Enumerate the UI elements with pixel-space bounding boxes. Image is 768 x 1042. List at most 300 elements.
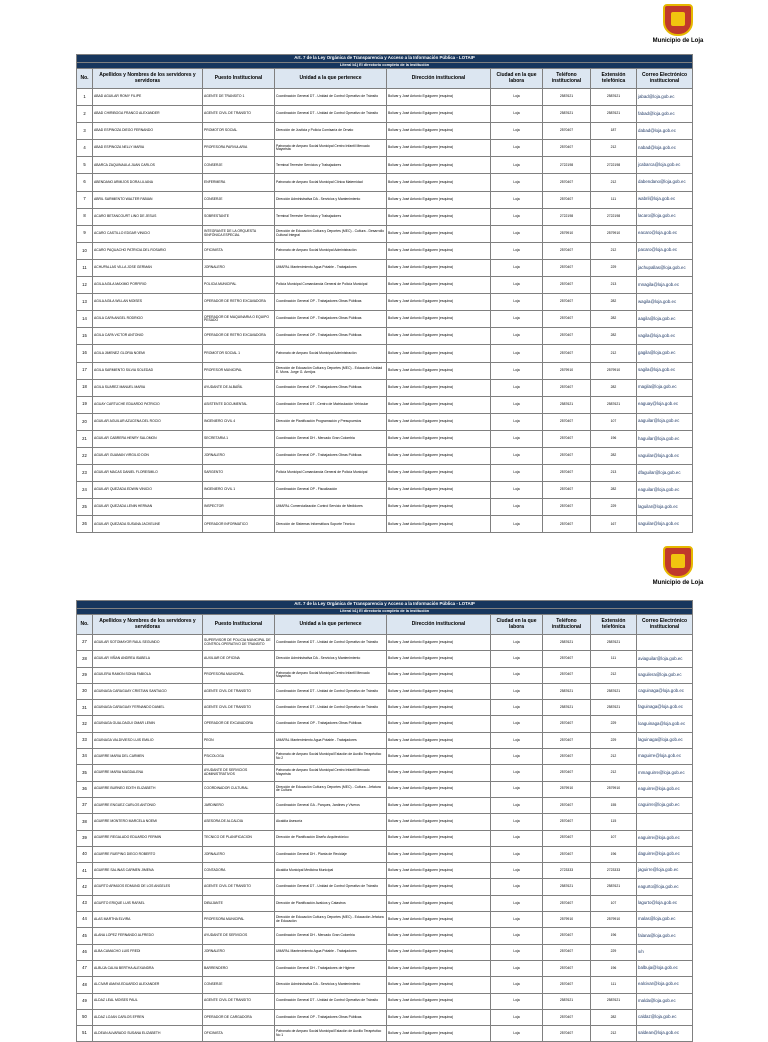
cell-phone: 2570407 (543, 294, 591, 311)
cell-name: ABAD AGUILAR ROMY FILIPE (93, 89, 203, 106)
title-line1-2: Art. 7 de la Ley Orgánica de Transparencia y Acceso a la Información Pública - LOTAIP (77, 601, 693, 609)
cell-address: Bolívar y José Antonio Eguiguren (esquina) (387, 413, 491, 430)
cell-email[interactable]: laguinaga@loja.gob.ec (637, 732, 693, 748)
cell-unit: Coordinación General DT - Unidad de Control Operativo de Tránsito (275, 635, 387, 651)
table-row (77, 379, 693, 396)
table-row (77, 345, 693, 362)
table-row (77, 294, 693, 311)
cell-name: ACARO PAQUACHO PATRICIA DEL ROSARIO (93, 242, 203, 259)
cell-extension: 155 (591, 797, 637, 813)
cell-extension: 282 (591, 379, 637, 396)
cell-email[interactable]: fabad@loja.gob.ec (637, 106, 693, 123)
cell-email[interactable] (637, 635, 693, 651)
cell-unit: Coordinación General DT - Unidad de Control Operativo de Tránsito (275, 683, 387, 699)
column-headers (77, 69, 693, 89)
table-row (77, 1026, 693, 1042)
cell-email[interactable]: gagila@loja.gob.ec (637, 345, 693, 362)
table-row (77, 700, 693, 716)
cell-position: POLICIA MUNICIPAL (203, 277, 275, 294)
cell-no: 35 (77, 765, 93, 781)
cell-email[interactable]: ealcivar@loja.gob.ec (637, 977, 693, 993)
cell-name: AGUILAR GUAMAN VIRGILIO DON (93, 447, 203, 464)
cell-email[interactable]: malda@loja.gob.ec (637, 993, 693, 1009)
cell-email[interactable]: eacaro@loja.gob.ec (637, 225, 693, 242)
cell-email[interactable]: dfaguilar@loja.gob.ec (637, 465, 693, 482)
cell-position: INGENIERO CIVIL 4 (203, 413, 275, 430)
title-line1: Art. 7 de la Ley Orgánica de Transparencia y Acceso a la Información Pública - LOTAIP (77, 55, 693, 63)
cell-no: 32 (77, 716, 93, 732)
col-address: Dirección institucional (387, 615, 491, 635)
table-row (77, 928, 693, 944)
cell-phone: 2570407 (543, 928, 591, 944)
cell-phone: 2570407 (543, 765, 591, 781)
cell-email[interactable]: jcabarca@loja.gob.ec (637, 157, 693, 174)
cell-name: AGURTO ERIQUE LUIS RAFAEL (93, 895, 203, 911)
cell-address: Bolívar y José Antonio Eguiguren (esquina) (387, 846, 491, 862)
coat-of-arms-icon (663, 546, 693, 578)
cell-email[interactable]: aviaguilar@loja.gob.ec (637, 651, 693, 667)
cell-name: AGILA AGILA MAXIMO PORFIRIO (93, 277, 203, 294)
cell-position: ASISTENTE DOCUMENTAL (203, 396, 275, 413)
cell-position: TECNICO DE PLANIFICACION (203, 830, 275, 846)
cell-extension: 111 (591, 191, 637, 208)
cell-name: ABAD CHIRIBOGA FRANCO ALEXANDER (93, 106, 203, 123)
col-city: Ciudad en la que labora (491, 615, 543, 635)
cell-address: Bolívar y José Antonio Eguiguren (esquina) (387, 879, 491, 895)
cell-city: Loja (491, 311, 543, 328)
cell-email[interactable]: dabad@loja.gob.ec (637, 123, 693, 140)
cell-email[interactable]: magila@loja.gob.ec (637, 379, 693, 396)
cell-unit: Dirección de Planificación Avalúos y Catastros (275, 895, 387, 911)
cell-unit: Patronato de Amparo Social Municipal Estación de Auxilio Terapéutico No 1 (275, 1026, 387, 1042)
cell-address: Bolívar y José Antonio Eguiguren (esquina) (387, 328, 491, 345)
cell-name: ABRIL SARMIENTO WALTER FABIAN (93, 191, 203, 208)
cell-address: Bolívar y José Antonio Eguiguren (esquina) (387, 667, 491, 683)
table-row (77, 732, 693, 748)
table-row (77, 516, 693, 533)
cell-city: Loja (491, 447, 543, 464)
cell-phone: 2570407 (543, 277, 591, 294)
cell-extension: 282 (591, 447, 637, 464)
cell-phone: 2587621 (543, 700, 591, 716)
cell-extension: 107 (591, 895, 637, 911)
cell-email[interactable]: eaguirre@loja.gob.ec (637, 830, 693, 846)
cell-address: Bolívar y José Antonio Eguiguren (esquina) (387, 716, 491, 732)
cell-phone: 2570407 (543, 447, 591, 464)
cell-unit: Dirección de Sistemas Informáticos Soporte Técnico (275, 516, 387, 533)
table-row (77, 413, 693, 430)
cell-address: Bolívar y José Antonio Eguiguren (esquina) (387, 89, 491, 106)
cell-extension: 282 (591, 328, 637, 345)
cell-position: CONTADORA (203, 863, 275, 879)
cell-no: 3 (77, 123, 93, 140)
cell-name: ABAD ESPINOZA DIEGO FERNANDO (93, 123, 203, 140)
cell-email[interactable]: jabad@loja.gob.ec (637, 89, 693, 106)
cell-phone: 2587621 (543, 683, 591, 699)
cell-extension: 212 (591, 242, 637, 259)
cell-unit: Coordinación General OP - Trabajadores Obras Públicas (275, 716, 387, 732)
cell-email[interactable]: wabril@loja.gob.ec (637, 191, 693, 208)
cell-email[interactable]: eaguilar@loja.gob.ec (637, 482, 693, 499)
cell-extension: 282 (591, 294, 637, 311)
cell-phone: 2587621 (543, 993, 591, 1009)
cell-no: 50 (77, 1009, 93, 1025)
cell-name: ACHUPALLAS VILLA JOSE GERMAN (93, 259, 203, 276)
cell-extension: 107 (591, 830, 637, 846)
cell-phone: 2570407 (543, 749, 591, 765)
cell-address: Bolívar y José Antonio Eguiguren (esquina) (387, 277, 491, 294)
table-row (77, 447, 693, 464)
directory-table-2 (76, 600, 693, 1042)
cell-address: Bolívar y José Antonio Eguiguren (esquina) (387, 430, 491, 447)
cell-unit: Coordinación General DT - Unidad de Control Operativo de Tránsito (275, 89, 387, 106)
cell-email[interactable]: caguinaga@loja.gob.ec (637, 683, 693, 699)
municipio-caption: Municipio de Loja (652, 38, 704, 44)
cell-email[interactable]: eaguay@loja.gob.ec (637, 396, 693, 413)
cell-no: 19 (77, 396, 93, 413)
table-row (77, 277, 693, 294)
cell-position: ASESORA DE ALCALDIA (203, 814, 275, 830)
cell-position: AYUDANTE DE ALBAÑIL (203, 379, 275, 396)
cell-unit: Coordinación General DH - Planta de Reciclaje (275, 846, 387, 862)
table-row (77, 651, 693, 667)
cell-city: Loja (491, 960, 543, 976)
col-unit: Unidad a la que pertenece (275, 69, 387, 89)
cell-email[interactable]: nabad@loja.gob.ec (637, 140, 693, 157)
cell-email[interactable]: jachupallas@loja.gob.ec (637, 259, 693, 276)
cell-city: Loja (491, 379, 543, 396)
cell-email[interactable]: laguilar@loja.gob.ec (637, 499, 693, 516)
cell-position: DIBUJANTE (203, 895, 275, 911)
cell-address: Bolívar y José Antonio Eguiguren (esquina) (387, 499, 491, 516)
cell-no: 24 (77, 482, 93, 499)
cell-city: Loja (491, 879, 543, 895)
cell-unit: Coordinación General DT - Unidad de Control Operativo de Tránsito (275, 700, 387, 716)
cell-no: 48 (77, 977, 93, 993)
cell-email[interactable]: falana@loja.gob.ec (637, 928, 693, 944)
cell-name: AGUILAR QUEZADA SUSANA JACKELINE (93, 516, 203, 533)
cell-address: Bolívar y José Antonio Eguiguren (esquina) (387, 311, 491, 328)
cell-position: JARDINERO (203, 797, 275, 813)
cell-extension: 229 (591, 499, 637, 516)
cell-city: Loja (491, 830, 543, 846)
cell-position: COORDINADOR CULTURAL (203, 781, 275, 797)
cell-no: 49 (77, 993, 93, 1009)
cell-phone: 2570407 (543, 345, 591, 362)
table-row (77, 396, 693, 413)
cell-address: Bolívar y José Antonio Eguiguren (esquina) (387, 123, 491, 140)
cell-email[interactable]: pacaro@loja.gob.ec (637, 242, 693, 259)
cell-city: Loja (491, 700, 543, 716)
table-row (77, 895, 693, 911)
cell-name: AGILA SARMIENTO SILVIA SOLEDAD (93, 362, 203, 379)
cell-unit: Dirección de Educación Cultura y Deportes (MEC) - Educación Jefatura de Educación (275, 912, 387, 928)
col-city: Ciudad en la que labora (491, 69, 543, 89)
cell-position: OPERADOR INFORMATICO (203, 516, 275, 533)
cell-unit: Alcaldía Municipal Medicina Municipal (275, 863, 387, 879)
cell-phone: 2570407 (543, 830, 591, 846)
cell-email[interactable]: balbuja@loja.gob.ec (637, 960, 693, 976)
cell-extension: 2579910 (591, 225, 637, 242)
cell-address: Bolívar y José Antonio Eguiguren (esquina) (387, 732, 491, 748)
cell-no: 23 (77, 465, 93, 482)
cell-extension: 2723333 (591, 863, 637, 879)
table-row (77, 846, 693, 862)
col-phone: Teléfono institucional (543, 615, 591, 635)
cell-extension: 212 (591, 345, 637, 362)
cell-no: 40 (77, 846, 93, 862)
cell-email[interactable]: jaguirre@loja.gob.ec (637, 863, 693, 879)
cell-unit: Dirección Administrativa DA - Servicios y Mantenimiento (275, 977, 387, 993)
cell-extension: 111 (591, 651, 637, 667)
table-row (77, 944, 693, 960)
cell-name: AGUIRRE SALINAS CARMEN JIMENA (93, 863, 203, 879)
cell-email[interactable]: faguinaga@loja.gob.ec (637, 700, 693, 716)
cell-name: AGUAY CARTUCHE EDUARDO PATRICIO (93, 396, 203, 413)
cell-name: AGURTO ARMIJOS EDMUND DE LOS ANGELES (93, 879, 203, 895)
cell-extension: 212 (591, 667, 637, 683)
cell-position: OFICINISTA (203, 242, 275, 259)
table-row (77, 1009, 693, 1025)
cell-unit: Dirección de Educación Cultura y Deportes (MEC) - Educación Unidad E. Mons. Jorge G. Armijos (275, 362, 387, 379)
cell-no: 8 (77, 208, 93, 225)
cell-address: Bolívar y José Antonio Eguiguren (esquina) (387, 797, 491, 813)
cell-unit: Coordinación General GA - Parques, Jardines y Viveros (275, 797, 387, 813)
cell-no: 13 (77, 294, 93, 311)
cell-address: Bolívar y José Antonio Eguiguren (esquina) (387, 781, 491, 797)
cell-email[interactable]: s/n (637, 944, 693, 960)
cell-email[interactable]: saldean@loja.gob.ec (637, 1026, 693, 1042)
cell-address: Bolívar y José Antonio Eguiguren (esquina) (387, 1026, 491, 1042)
cell-email[interactable]: dabendano@loja.gob.ec (637, 174, 693, 191)
cell-name: AGUIRRE MONTERO MARCELA NOEMI (93, 814, 203, 830)
cell-address: Bolívar y José Antonio Eguiguren (esquina) (387, 765, 491, 781)
cell-name: AGUIRRE ENGUEZ CARLOS ANTONIO (93, 797, 203, 813)
cell-no: 46 (77, 944, 93, 960)
cell-no: 44 (77, 912, 93, 928)
cell-position: JORNALERO (203, 447, 275, 464)
cell-address: Bolívar y José Antonio Eguiguren (esquina) (387, 157, 491, 174)
cell-position: SARGENTO (203, 465, 275, 482)
table-row (77, 174, 693, 191)
cell-extension: 2579910 (591, 912, 637, 928)
cell-position: AUXILIAR DE OFICINA (203, 651, 275, 667)
cell-no: 15 (77, 328, 93, 345)
cell-name: ALDAZ LEAL MOISES PAUL (93, 993, 203, 1009)
table-row (77, 960, 693, 976)
cell-extension: 2579910 (591, 362, 637, 379)
cell-name: ACARO BETANCOURT LINO DE JESUS (93, 208, 203, 225)
cell-email[interactable]: caguirre@loja.gob.ec (637, 797, 693, 813)
cell-extension: 2579910 (591, 781, 637, 797)
cell-phone: 2570407 (543, 516, 591, 533)
cell-email[interactable]: lacaro@loja.gob.ec (637, 208, 693, 225)
cell-city: Loja (491, 208, 543, 225)
cell-city: Loja (491, 259, 543, 276)
cell-email[interactable]: mnagila@loja.gob.ec (637, 277, 693, 294)
col-name: Apellidos y Nombres de los servidores y servidoras (93, 615, 203, 635)
cell-no: 31 (77, 700, 93, 716)
cell-name: AGUIRRE BURNEO EDITH ELIZABETH (93, 781, 203, 797)
cell-city: Loja (491, 499, 543, 516)
cell-email[interactable]: vagila@loja.gob.ec (637, 328, 693, 345)
cell-address: Bolívar y José Antonio Eguiguren (esquina) (387, 174, 491, 191)
cell-city: Loja (491, 106, 543, 123)
cell-position: JORNALERO (203, 944, 275, 960)
cell-unit: Policía Municipal Comandancia General de Policía Municipal (275, 465, 387, 482)
cell-no: 37 (77, 797, 93, 813)
cell-no: 21 (77, 430, 93, 447)
cell-email[interactable]: saguilera@loja.gob.ec (637, 667, 693, 683)
col-no: No. (77, 69, 93, 89)
cell-extension: 2587621 (591, 993, 637, 1009)
cell-unit: Policía Municipal Comandancia General de Policía Municipal (275, 277, 387, 294)
cell-name: AGILA JIMENEZ GLORIA NOEMI (93, 345, 203, 362)
cell-extension: 2587621 (591, 89, 637, 106)
cell-position: PROFESOR MUNICIPAL (203, 362, 275, 379)
cell-city: Loja (491, 174, 543, 191)
cell-unit: Coordinación General OP - Trabajadores Obras Públicas (275, 294, 387, 311)
cell-position: CONSERJE (203, 977, 275, 993)
cell-email[interactable]: aaguilar@loja.gob.ec (637, 413, 693, 430)
cell-email[interactable]: loaguinaga@loja.gob.ec (637, 716, 693, 732)
cell-address: Bolívar y José Antonio Eguiguren (esquina) (387, 651, 491, 667)
cell-email[interactable]: eaguirre@loja.gob.ec (637, 781, 693, 797)
cell-city: Loja (491, 465, 543, 482)
cell-city: Loja (491, 482, 543, 499)
cell-city: Loja (491, 667, 543, 683)
table-row (77, 797, 693, 813)
cell-name: ABARCA ZAQUINAULA JUAN CARLOS (93, 157, 203, 174)
cell-city: Loja (491, 635, 543, 651)
col-extension: Extensión telefónica (591, 69, 637, 89)
table-row (77, 993, 693, 1009)
col-unit: Unidad a la que pertenece (275, 615, 387, 635)
title-line2-2: Literal b1) El directorio completo de la institución (77, 609, 693, 615)
cell-email[interactable]: lagurto@loja.gob.ec (637, 895, 693, 911)
cell-position: OPERADOR DE RETRO EXCAVADORA (203, 328, 275, 345)
cell-email[interactable] (637, 814, 693, 830)
cell-city: Loja (491, 294, 543, 311)
cell-phone: 2570407 (543, 140, 591, 157)
cell-name: AGUIRRE REGALADO EDUARDO FERMIN (93, 830, 203, 846)
cell-email[interactable]: malas@loja.gob.ec (637, 912, 693, 928)
cell-phone: 2570407 (543, 797, 591, 813)
cell-name: AGUILAR QUEZADA LENIN HERNAN (93, 499, 203, 516)
cell-city: Loja (491, 516, 543, 533)
cell-position: AGENTE CIVIL DE TRANSITO (203, 879, 275, 895)
cell-email[interactable]: caldaz@loja.gob.ec (637, 1009, 693, 1025)
cell-position: PSICOLOGA (203, 749, 275, 765)
cell-unit: Dirección de Justicia y Policía Comisaría de Ornato (275, 123, 387, 140)
cell-unit: Terminal Terrestre Servicios y Trabajadores (275, 157, 387, 174)
table-row (77, 912, 693, 928)
cell-unit: Dirección de Planificación Programación y Presupuestos (275, 413, 387, 430)
cell-name: ALBUJA CALVA BERTHA ALEXANDRA (93, 960, 203, 976)
cell-phone: 2587621 (543, 879, 591, 895)
cell-city: Loja (491, 765, 543, 781)
cell-no: 26 (77, 516, 93, 533)
col-no: No. (77, 615, 93, 635)
cell-no: 39 (77, 830, 93, 846)
cell-email[interactable]: daguirre@loja.gob.ec (637, 846, 693, 862)
cell-no: 4 (77, 140, 93, 157)
cell-position: SECRETARIA 1 (203, 430, 275, 447)
cell-extension: 229 (591, 259, 637, 276)
cell-unit: Coordinación General DT - Unidad de Control Operativo de Tránsito (275, 879, 387, 895)
col-email: Correo Electrónico institucional (637, 69, 693, 89)
table-row (77, 716, 693, 732)
cell-address: Bolívar y José Antonio Eguiguren (esquina) (387, 993, 491, 1009)
cell-no: 34 (77, 749, 93, 765)
cell-email[interactable]: haguilar@loja.gob.ec (637, 430, 693, 447)
cell-phone: 2570407 (543, 499, 591, 516)
table-row (77, 259, 693, 276)
cell-no: 36 (77, 781, 93, 797)
cell-email[interactable]: saguilar@loja.gob.ec (637, 516, 693, 533)
cell-no: 28 (77, 651, 93, 667)
cell-address: Bolívar y José Antonio Eguiguren (esquina) (387, 447, 491, 464)
cell-extension: 212 (591, 1026, 637, 1042)
cell-email[interactable]: sagila@loja.gob.ec (637, 362, 693, 379)
cell-phone: 2579910 (543, 362, 591, 379)
cell-no: 51 (77, 1026, 93, 1042)
table-row (77, 106, 693, 123)
cell-email[interactable]: eagurto@loja.gob.ec (637, 879, 693, 895)
cell-email[interactable]: vaguilar@loja.gob.ec (637, 447, 693, 464)
cell-address: Bolívar y José Antonio Eguiguren (esquina) (387, 977, 491, 993)
cell-city: Loja (491, 430, 543, 447)
cell-position: AGENTE CIVIL DE TRANSITO (203, 106, 275, 123)
cell-no: 45 (77, 928, 93, 944)
cell-city: Loja (491, 1009, 543, 1025)
cell-extension: 212 (591, 174, 637, 191)
cell-email[interactable]: mmaguirre@loja.gob.ec (637, 765, 693, 781)
cell-address: Bolívar y José Antonio Eguiguren (esquina) (387, 516, 491, 533)
cell-city: Loja (491, 1026, 543, 1042)
cell-address: Bolívar y José Antonio Eguiguren (esquina) (387, 465, 491, 482)
cell-no: 5 (77, 157, 93, 174)
cell-phone: 2570407 (543, 413, 591, 430)
cell-unit: Coordinación General DH - Mercado Gran Colombia (275, 928, 387, 944)
cell-email[interactable]: wagila@loja.gob.ec (637, 294, 693, 311)
cell-phone: 2587621 (543, 635, 591, 651)
cell-extension: 2587621 (591, 635, 637, 651)
col-email: Correo Electrónico institucional (637, 615, 693, 635)
cell-no: 2 (77, 106, 93, 123)
cell-phone: 2570407 (543, 716, 591, 732)
cell-position: INGENIERO CIVIL 1 (203, 482, 275, 499)
cell-name: AGUILAR VIÑAN ANDREA ISABELA (93, 651, 203, 667)
cell-email[interactable]: maguirre@loja.gob.ec (637, 749, 693, 765)
cell-phone: 2570407 (543, 379, 591, 396)
cell-name: AGILA SUAREZ MANUEL MARIA (93, 379, 203, 396)
cell-email[interactable]: aagila@loja.gob.ec (637, 311, 693, 328)
cell-position: AGENTE DE TRANSITO 1 (203, 89, 275, 106)
cell-unit: Coordinación General DT - Unidad de Control Operativo de Tránsito (275, 993, 387, 1009)
cell-city: Loja (491, 895, 543, 911)
table-row (77, 482, 693, 499)
cell-address: Bolívar y José Antonio Eguiguren (esquina) (387, 814, 491, 830)
cell-name: ALDAZ LOJAN CARLOS EFREN (93, 1009, 203, 1025)
cell-phone: 2570407 (543, 174, 591, 191)
table-row (77, 683, 693, 699)
cell-city: Loja (491, 846, 543, 862)
cell-name: ALDEAN ALVARADO SUSANA ELIZABETH (93, 1026, 203, 1042)
cell-extension: 2587621 (591, 683, 637, 699)
cell-city: Loja (491, 912, 543, 928)
cell-position: SOBRESTANTE (203, 208, 275, 225)
